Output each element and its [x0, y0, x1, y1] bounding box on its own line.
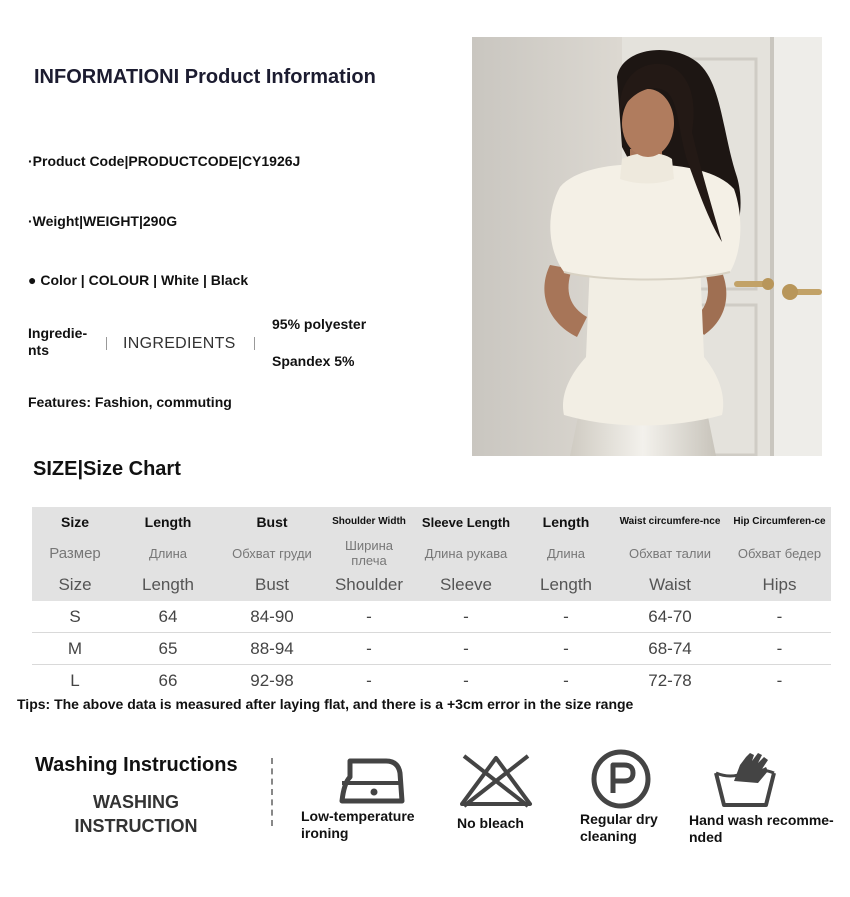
table-cell: 88-94: [218, 633, 326, 665]
header-ru-cell: Длина: [118, 537, 218, 569]
care-label-no-bleach: [457, 815, 524, 832]
product-info-title: INFORMATIONI Product Information: [34, 66, 376, 88]
header-size: Size: [32, 507, 118, 537]
care-label-line: ironing: [301, 825, 349, 841]
table-cell: 92-98: [250, 670, 294, 690]
header-shoulder-width: Shoulder Width: [326, 507, 412, 537]
ingredients-label: [28, 325, 87, 359]
washing-subtitle-line2: INSTRUCTION: [74, 816, 198, 836]
table-cell: -: [326, 601, 412, 633]
hand-wash-icon: [710, 747, 780, 809]
size-chart-table: [32, 507, 831, 696]
care-label-line: Low-temperature: [301, 808, 415, 824]
care-label-line: Regular dry: [580, 811, 658, 827]
header-ru-cell: Размер: [32, 537, 118, 569]
table-cell: 64-70: [612, 601, 728, 633]
table-cell: M: [32, 633, 118, 665]
table-cell: 68-74: [612, 633, 728, 665]
header-en-cell: Shoulder: [326, 569, 412, 601]
header-en-cell: Bust: [218, 569, 326, 601]
product-code: ·Product Code|PRODUCTCODE|CY1926J: [28, 153, 301, 169]
care-label-line: Hand wash recomme-: [689, 812, 834, 828]
care-label-line: cleaning: [580, 828, 637, 844]
table-cell: -: [412, 633, 520, 665]
product-photo: [472, 37, 822, 456]
table-cell: -: [463, 670, 469, 690]
table-cell: -: [326, 633, 412, 665]
header-length-2: Length: [520, 507, 612, 537]
table-cell: -: [728, 601, 831, 633]
table-cell: -: [412, 601, 520, 633]
header-waist: Waist circumfere-nce: [612, 507, 728, 537]
table-cell: 65: [118, 633, 218, 665]
header-bust: Bust: [218, 507, 326, 537]
divider: [106, 337, 107, 350]
care-label-dry-clean: [580, 811, 658, 845]
table-cell: -: [728, 633, 831, 665]
header-ru-cell: Длина: [520, 537, 612, 569]
table-cell: L: [70, 670, 80, 690]
table-cell: -: [776, 670, 783, 690]
care-label-line: No bleach: [457, 815, 524, 831]
care-label-hand-wash: [689, 812, 834, 846]
header-en-cell: Waist: [612, 569, 728, 601]
table-cell: S: [32, 601, 118, 633]
product-features: Features: Fashion, commuting: [28, 394, 232, 410]
ingredients-label-line1: Ingredie-: [28, 325, 88, 341]
size-chart-title: SIZE|Size Chart: [33, 458, 181, 480]
header-ru-cell: Длина рукава: [412, 537, 520, 569]
header-ru-cell: Обхват бедер: [728, 537, 831, 569]
header-en-cell: Sleeve: [412, 569, 520, 601]
header-sleeve-length: Sleeve Length: [412, 507, 520, 537]
washing-subtitle-line1: WASHING: [92, 792, 179, 812]
table-row: [32, 665, 831, 697]
table-cell: -: [563, 670, 569, 690]
table-cell: -: [520, 601, 612, 633]
table-cell: -: [366, 670, 372, 690]
divider: [271, 758, 273, 826]
table-row: [32, 601, 831, 633]
table-header-row-russian: [32, 537, 831, 569]
header-hip: Hip Circumferen-ce: [728, 507, 831, 537]
table-row: [32, 633, 831, 665]
header-en-cell: Length: [118, 569, 218, 601]
header-length: Length: [118, 507, 218, 537]
product-weight: ·Weight|WEIGHT|290G: [28, 213, 178, 229]
ingredients-label-line2: nts: [28, 342, 49, 358]
header-ru-cell: Обхват талии: [612, 537, 728, 569]
header-ru-cell: Ширина плеча: [326, 537, 412, 569]
table-cell: 66: [158, 670, 178, 690]
header-ru-cell: Обхват груди: [218, 537, 326, 569]
product-color: ● Color | COLOUR | White | Black: [28, 272, 249, 288]
header-en-cell: Length: [520, 569, 612, 601]
no-bleach-icon: [458, 752, 534, 808]
model-illustration: [472, 37, 822, 456]
table-header-row-english: [32, 569, 831, 601]
table-cell: 84-90: [218, 601, 326, 633]
ingredient-polyester: 95% polyester: [272, 316, 367, 332]
care-label-iron: [301, 808, 415, 842]
size-tips: Tips: The above data is measured after laying flat, and there is a +3cm error in the size range: [17, 696, 634, 712]
iron-icon: [338, 753, 406, 805]
table-header-row: [32, 507, 831, 537]
table-cell: 64: [118, 601, 218, 633]
divider: [254, 337, 255, 350]
care-label-line: nded: [689, 829, 723, 845]
header-en-cell: Size: [32, 569, 118, 601]
washing-subtitle: [36, 790, 236, 838]
washing-title: Washing Instructions: [35, 754, 238, 776]
header-en-cell: Hips: [728, 569, 831, 601]
dry-clean-icon: [589, 747, 653, 811]
ingredients-en-label: INGREDIENTS: [123, 335, 236, 352]
table-cell: 72-78: [648, 670, 692, 690]
ingredient-spandex: Spandex 5%: [272, 353, 355, 369]
table-cell: -: [520, 633, 612, 665]
